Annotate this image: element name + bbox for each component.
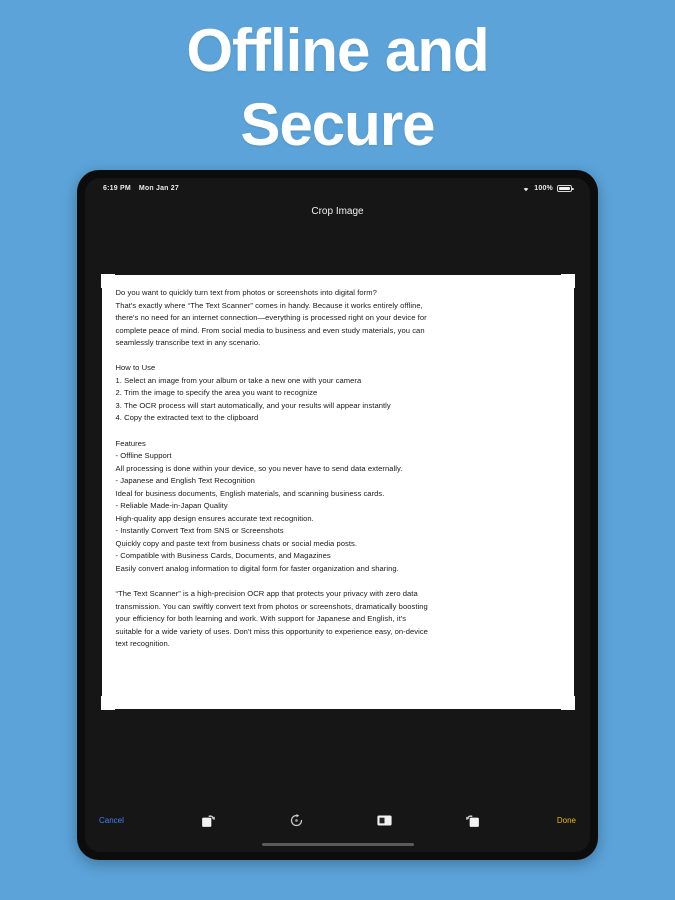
intro-line: complete peace of mind. From social media to business and even study materials, you can [115, 325, 425, 335]
device-screen [85, 178, 590, 852]
feature-line: - Compatible with Business Cards, Documents, and Magazines [115, 551, 331, 561]
feature-line: Easily convert analog information to digital form for faster organization and sharing. [115, 564, 399, 574]
rotate-left-icon[interactable] [197, 809, 219, 831]
aspect-ratio-icon[interactable] [373, 809, 395, 831]
crop-handle-top-left[interactable] [101, 274, 115, 288]
closing-line: your efficiency for both learning and work. With support for Japanese and English, it's [115, 614, 407, 624]
crop-handle-top-right[interactable] [561, 274, 575, 288]
toolbar-icon-group [197, 809, 483, 831]
features-section [116, 438, 560, 576]
battery-icon [557, 185, 572, 192]
tablet-device [77, 170, 598, 860]
feature-line: - Offline Support [115, 451, 172, 461]
status-bar [85, 178, 590, 198]
closing-line: text recognition. [115, 639, 170, 649]
scanned-document [102, 275, 574, 709]
closing-line: “The Text Scanner” is a high-precision OCR app that protects your privacy with zero data [115, 589, 418, 599]
feature-line: - Japanese and English Text Recognition [115, 476, 255, 486]
feature-line: Quickly copy and paste text from business chats or social media posts. [115, 538, 358, 548]
how-to-use-step: 4. Copy the extracted text to the clipboard [115, 413, 259, 423]
crop-canvas[interactable] [85, 224, 590, 798]
wifi-icon [522, 185, 530, 192]
headline-line-1: Offline and [186, 17, 489, 84]
reset-rotation-icon[interactable] [285, 809, 307, 831]
how-to-use-heading: How to Use [115, 363, 156, 373]
feature-line: - Reliable Made-in-Japan Quality [115, 501, 228, 511]
bottom-toolbar [85, 798, 590, 852]
page-title: Crop Image [311, 205, 364, 217]
how-to-use-step: 3. The OCR process will start automatically, and your results will appear instantly [115, 400, 391, 410]
closing-line: transmission. You can swiftly convert text from photos or screenshots, dramatically boosting [115, 601, 428, 611]
spacer [116, 350, 560, 363]
spacer [116, 425, 560, 438]
crop-handle-bottom-right[interactable] [561, 696, 575, 710]
home-indicator[interactable] [262, 843, 414, 847]
feature-line: - Instantly Convert Text from SNS or Screenshots [115, 526, 284, 536]
how-to-use-step: 1. Select an image from your album or take a new one with your camera [115, 375, 362, 385]
nav-bar [85, 198, 590, 224]
closing-line: suitable for a wide variety of uses. Don't miss this opportunity to experience easy, on-device [115, 626, 428, 636]
intro-line: there's no need for an internet connection—everything is processed right on your device for [115, 313, 427, 323]
feature-line: Ideal for business documents, English materials, and scanning business cards. [115, 488, 385, 498]
promo-headline [0, 14, 675, 162]
intro-line: Do you want to quickly turn text from photos or screenshots into digital form? [115, 288, 377, 297]
battery-percent-label: 100% [534, 184, 553, 192]
how-to-use-step: 2. Trim the image to specify the area you want to recognize [115, 388, 318, 398]
feature-line: All processing is done within your device, so you never have to send data externally. [115, 463, 403, 473]
rotate-right-icon[interactable] [461, 809, 483, 831]
document-closing [116, 588, 560, 651]
features-heading: Features [115, 438, 146, 448]
crop-selection[interactable] [102, 275, 574, 709]
battery-fill [559, 187, 570, 190]
status-time: 6:19 PM [103, 184, 131, 192]
crop-handle-bottom-left[interactable] [101, 696, 115, 710]
status-date: Mon Jan 27 [138, 184, 179, 192]
feature-line: High-quality app design ensures accurate text recognition. [115, 513, 314, 523]
document-intro [116, 287, 560, 350]
headline-line-2: Secure [240, 91, 435, 158]
status-bar-left [103, 185, 179, 192]
done-button[interactable]: Done [556, 815, 576, 825]
spacer [116, 576, 560, 589]
intro-line: That's exactly where “The Text Scanner” comes in handy. Because it works entirely offline, [115, 300, 423, 310]
intro-line: seamlessly transcribe text in any scenario. [115, 338, 261, 348]
how-to-use-section [116, 362, 560, 425]
cancel-button[interactable]: Cancel [99, 815, 124, 825]
status-bar-right [522, 185, 572, 192]
